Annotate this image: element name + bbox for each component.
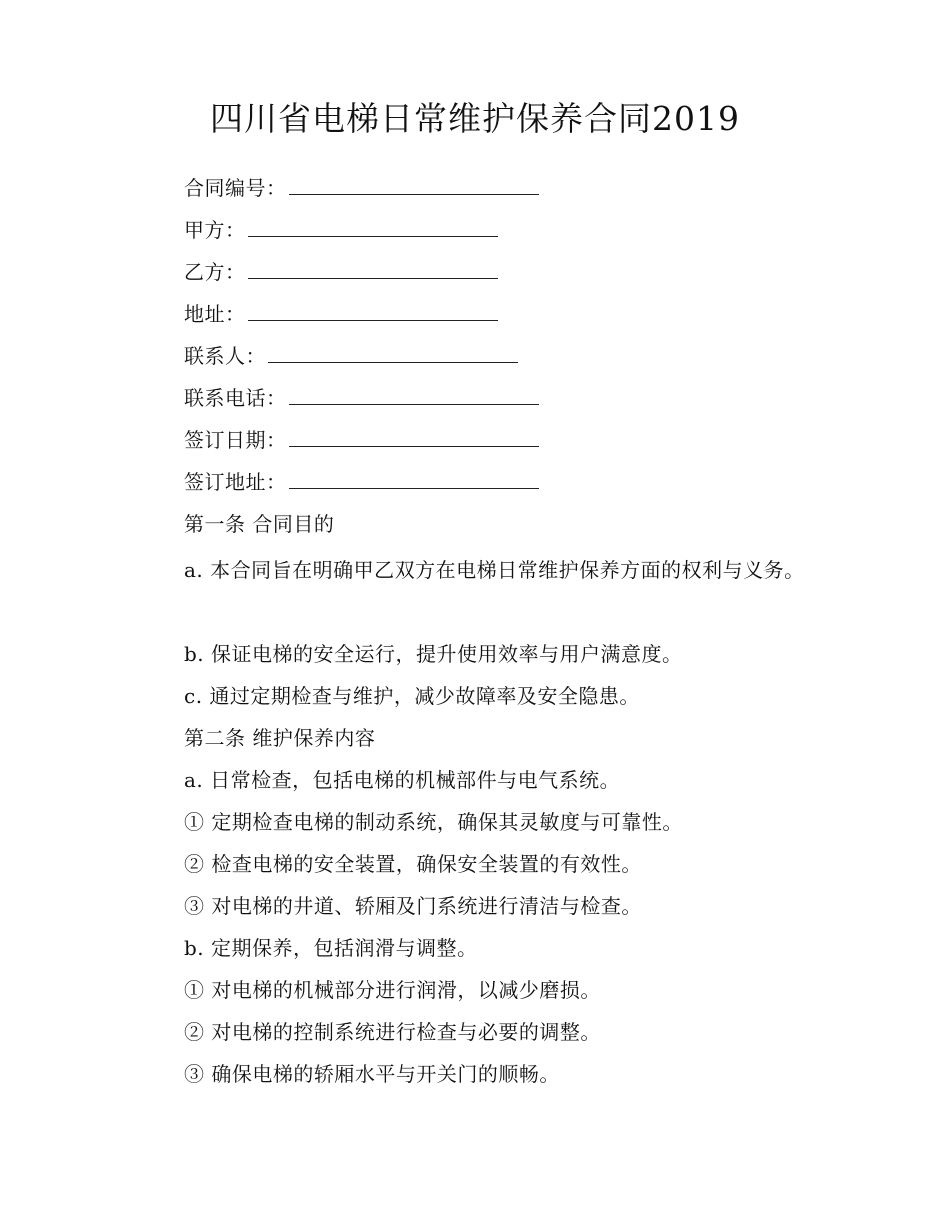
field-label: 签订地址： <box>184 470 287 494</box>
article-2-item-b2: ② 对电梯的控制系统进行检查与必要的调整。 <box>184 1020 601 1044</box>
article-1-item-c: c. 通过定期检查与维护，减少故障率及安全隐患。 <box>184 684 640 708</box>
field-label: 乙方： <box>184 260 246 284</box>
field-party-b <box>184 258 498 286</box>
field-label: 联系人： <box>184 344 266 368</box>
field-label: 地址： <box>184 302 246 326</box>
field-contact-person <box>184 342 518 370</box>
field-blank <box>289 468 539 489</box>
article-1-heading: 第一条 合同目的 <box>184 512 335 536</box>
field-label: 联系电话： <box>184 386 287 410</box>
field-address <box>184 300 498 328</box>
field-blank <box>289 174 539 195</box>
article-2-item-a2: ② 检查电梯的安全装置，确保安全装置的有效性。 <box>184 852 642 876</box>
article-2-item-b: b. 定期保养，包括润滑与调整。 <box>184 936 478 960</box>
field-blank <box>289 384 539 405</box>
field-blank <box>248 258 498 279</box>
field-label: 甲方： <box>184 218 246 242</box>
field-blank <box>248 216 498 237</box>
field-label: 签订日期： <box>184 428 287 452</box>
field-blank <box>268 342 518 363</box>
article-2-item-b1: ① 对电梯的机械部分进行润滑，以减少磨损。 <box>184 978 601 1002</box>
field-blank <box>248 300 498 321</box>
article-1-item-b: b. 保证电梯的安全运行，提升使用效率与用户满意度。 <box>184 642 683 666</box>
article-2-item-a3: ③ 对电梯的井道、轿厢及门系统进行清洁与检查。 <box>184 894 642 918</box>
article-2-item-b3: ③ 确保电梯的轿厢水平与开关门的顺畅。 <box>184 1062 560 1086</box>
article-2-item-a: a. 日常检查，包括电梯的机械部件与电气系统。 <box>184 768 621 792</box>
article-2-item-a1: ① 定期检查电梯的制动系统，确保其灵敏度与可靠性。 <box>184 810 683 834</box>
document-title: 四川省电梯日常维护保养合同2019 <box>210 99 740 138</box>
field-label: 合同编号： <box>184 176 287 200</box>
field-blank <box>289 426 539 447</box>
article-2-heading: 第二条 维护保养内容 <box>184 726 376 750</box>
field-signing-date <box>184 426 539 454</box>
field-contact-phone <box>184 384 539 412</box>
field-signing-place <box>184 468 539 496</box>
article-1-item-a: a. 本合同旨在明确甲乙双方在电梯日常维护保养方面的权利与义务。 <box>184 558 805 582</box>
field-contract-number <box>184 174 539 202</box>
field-party-a <box>184 216 498 244</box>
